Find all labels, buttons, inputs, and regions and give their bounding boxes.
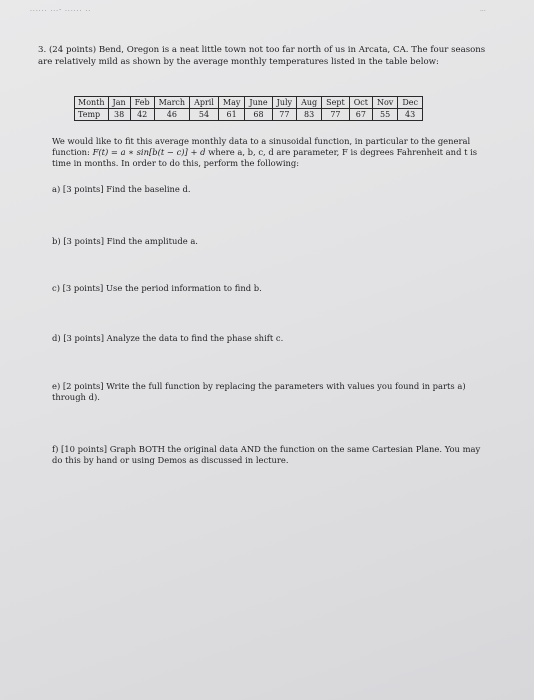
table-cell-temp: 77 [272, 109, 296, 121]
table-cell-temp: 61 [218, 109, 244, 121]
part-text: Graph BOTH the original data AND the function on the same Cartesian Plane. You may do this by hand or using Demos as discussed in lecture. [52, 444, 481, 465]
table-header-temp: Temp [75, 109, 109, 121]
table-cell-temp: 42 [130, 109, 154, 121]
intro-formula: F(t) = a ∗ sin[b(t − c)] + d [92, 147, 206, 157]
table-cell-month: July [272, 97, 296, 109]
table-cell-month: March [154, 97, 189, 109]
table-cell-month: Jan [108, 97, 130, 109]
part-text: Analyze the data to find the phase shift c. [106, 333, 284, 343]
part-b [52, 236, 490, 247]
table-cell-temp: 83 [297, 109, 322, 121]
table-cell-temp: 38 [108, 109, 130, 121]
table-cell-month: Aug [297, 97, 322, 109]
part-f [52, 444, 490, 466]
part-text: Find the amplitude a. [106, 236, 198, 246]
table-cell-month: Nov [372, 97, 397, 109]
table-row-months [75, 97, 423, 109]
table-cell-month: Dec [398, 97, 423, 109]
intro-line-3: time in months. In order to do this, perform the following: [52, 158, 300, 168]
table-cell-month: May [218, 97, 244, 109]
intro-line-2: where a, b, c, d are parameter, F is degrees Fahrenheit and t is [208, 147, 478, 157]
table-cell-temp: 46 [154, 109, 189, 121]
part-text: Find the baseline d. [106, 184, 191, 194]
part-label: d) [3 points] [52, 333, 104, 343]
table-cell-month: Oct [349, 97, 372, 109]
problem-number: 3. [38, 45, 47, 55]
intro-function-label: function: [52, 147, 90, 157]
table-cell-month: Feb [130, 97, 154, 109]
part-c [52, 283, 490, 294]
table-cell-temp: 77 [322, 109, 350, 121]
part-label: b) [3 points] [52, 236, 104, 246]
table-cell-temp: 54 [190, 109, 219, 121]
part-a [52, 184, 490, 195]
part-text: Write the full function by replacing the parameters with values you found in parts a) through d). [52, 381, 466, 402]
part-label: a) [3 points] [52, 184, 104, 194]
scan-mark: ...... ...- ...... .. [30, 6, 92, 13]
table-cell-month: April [190, 97, 219, 109]
part-e [52, 381, 490, 403]
table-cell-temp: 55 [372, 109, 397, 121]
table-cell-temp: 43 [398, 109, 423, 121]
table-header-month: Month [75, 97, 109, 109]
intro-line-1: We would like to fit this average monthly data to a sinusoidal function, in particular to the general [52, 136, 471, 146]
part-label: e) [2 points] [52, 381, 104, 391]
part-text: Use the period information to find b. [105, 283, 262, 293]
table-cell-temp: 68 [245, 109, 272, 121]
table-row-temps [75, 109, 423, 121]
table-cell-month: Sept [322, 97, 350, 109]
corner-mark: ... [480, 6, 486, 13]
intro-paragraph [52, 136, 490, 169]
part-label: c) [3 points] [52, 283, 104, 293]
temperature-table [74, 96, 423, 121]
part-label: f) [10 points] [52, 444, 108, 454]
problem-statement [38, 44, 488, 68]
table-cell-month: June [245, 97, 272, 109]
table-cell-temp: 67 [349, 109, 372, 121]
problem-text: (24 points) Bend, Oregon is a neat little town not too far north of us in Arcata, CA. The four seasons are relatively mild as shown by the average monthly temperatures listed in the table below: [38, 45, 486, 67]
part-d [52, 333, 490, 344]
